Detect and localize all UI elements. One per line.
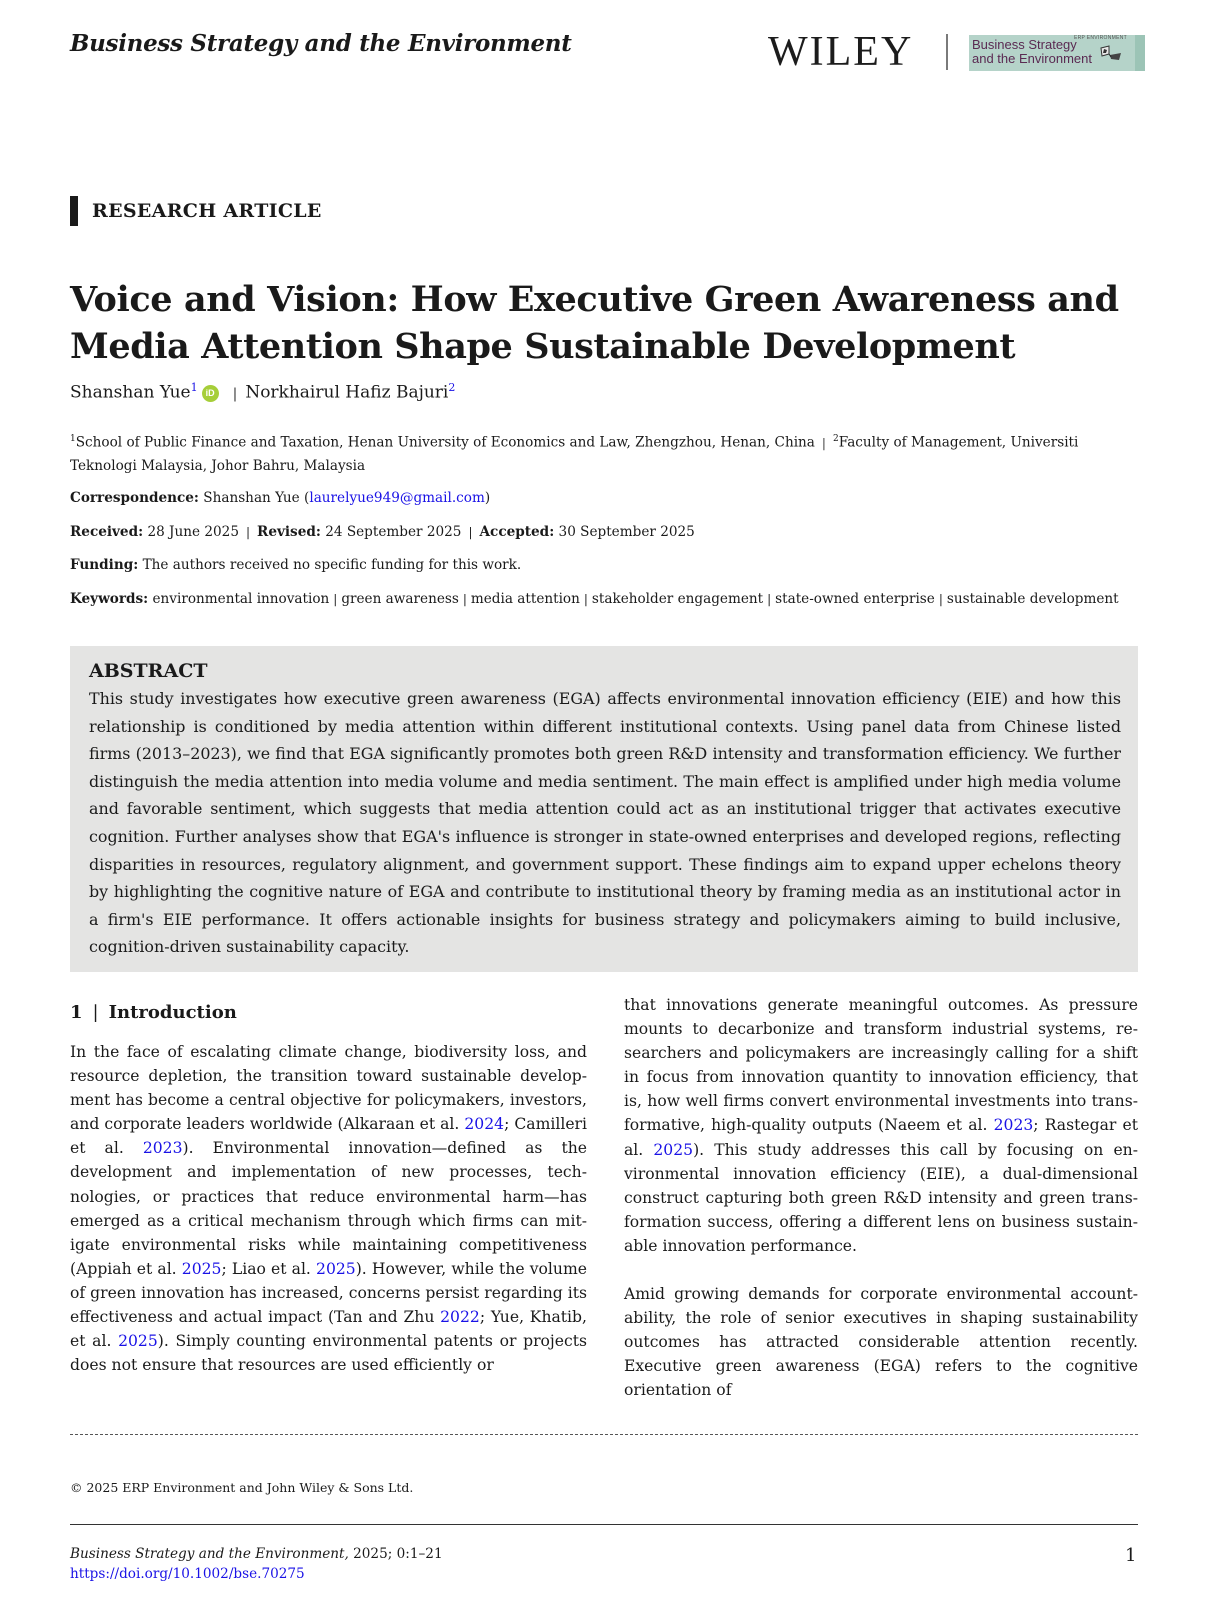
accepted-label: Accepted:: [479, 524, 555, 540]
copyright-notice: © 2025 ERP Environment and John Wiley & Sons Ltd.: [70, 1480, 414, 1495]
footer-doi: [70, 1566, 305, 1582]
body-text: ; Yue, Khatib, et al.: [70, 1308, 587, 1351]
header-divider: [946, 34, 948, 70]
citation-link[interactable]: 2025: [316, 1259, 356, 1278]
revised-date: 24 September 2025: [325, 524, 462, 540]
keyword: sustainable development: [946, 591, 1119, 607]
journal-logo-line2: and the Environment: [972, 51, 1092, 66]
body-text: ). Environmental innovation—defined as the development and implementation of new processes, technologies, or practices that reduce environmental harm—has emerged as a critical mechanism through which firms can mitigate environmental risks while maintaining competitiveness (Appiah et al.: [70, 1139, 587, 1278]
correspondence-name: Shanshan Yue: [203, 490, 300, 506]
funding: [70, 557, 521, 573]
footer-citation: [70, 1546, 443, 1562]
affiliation-text: School of Public Finance and Taxation, Henan University of Economics and Law, Zhengzhou, Henan, China: [75, 434, 815, 451]
citation-link[interactable]: 2022: [440, 1308, 480, 1327]
abstract-text: This study investigates how executive green awareness (EGA) affects environmental innovation efficiency (EIE) and how this relationship is conditioned by media attention within different institutional contexts. Using panel data from Chinese listed firms (2013–2023), we find that EGA significantly promotes both green R&D intensity and transformation efficiency. We further distinguish the media attention into media volume and media sentiment. The main effect is amplified under high media volume and favorable sentiment, which suggests that media attention could act as an institutional trigger that activates executive cognition. Further analyses show that EGA's influence is stronger in state-owned enterprises and developed regions, reflecting disparities in resources, regulatory alignment, and government support. These findings aim to expand upper echelons theory by highlighting the cognitive nature of EGA and contribute to institutional theory by framing media as an institutional actor in a firm's EIE performance. It offers actionable insights for business strategy and policymakers aiming to build inclusive, cognition-driven sustainability capacity.: [89, 689, 1121, 957]
date-separator: |: [468, 525, 473, 539]
footer-journal-name: Business Strategy and the Environment,: [70, 1546, 349, 1562]
body-text: ). This study addresses this call by focusing on environmental innovation efficiency (EIE), a dual-dimensional construct capturing both green R&D intensity and green transformation success, offering a different lens on business sustainable innovation performance.: [624, 1140, 1138, 1255]
journal-logo[interactable]: [969, 35, 1145, 71]
article-title-line2: Media Attention Shape Sustainable Development: [70, 326, 1016, 367]
footnote-divider: [70, 1434, 1138, 1435]
journal-logo-text: [972, 38, 1092, 66]
correspondence-label: Correspondence:: [70, 490, 199, 506]
author-name[interactable]: Norkhairul Hafiz Bajuri: [245, 382, 449, 403]
affiliation-ref[interactable]: 1: [190, 381, 198, 394]
citation-link[interactable]: 2023: [142, 1139, 183, 1158]
body-text: Amid growing demands for corporate environmental accountability, the role of senior executives in shaping sustainability outcomes has attracted considerable attention recently. Executive green awareness (EGA) refers to the cognitive orientation of: [624, 1285, 1138, 1400]
citation-link[interactable]: 2024: [464, 1115, 505, 1134]
wiley-logo-text: WILEY: [768, 29, 914, 75]
body-text: ; Liao et al.: [221, 1259, 317, 1278]
citation-link[interactable]: 2025: [653, 1140, 694, 1159]
article-dates: [70, 524, 695, 540]
body-paragraph: [624, 1282, 1138, 1402]
butterfly-emblem-icon: [1097, 44, 1123, 64]
citation-link[interactable]: 2025: [118, 1332, 158, 1351]
keyword: state-owned enterprise: [775, 591, 935, 607]
body-column-left: [70, 1040, 587, 1377]
affiliation-number: 1: [70, 434, 76, 444]
keyword-separator: |: [938, 592, 943, 606]
received-date: 28 June 2025: [147, 524, 239, 540]
body-paragraph: [624, 993, 1138, 1258]
correspondence: Correspondence: Shanshan Yue (laurelyue949@gmail.com): [70, 490, 491, 506]
affiliation-text: Faculty of Management, Universiti Teknologi Malaysia, Johor Bahru, Malaysia: [70, 434, 1079, 474]
keyword: media attention: [470, 591, 580, 607]
correspondence-email-link[interactable]: laurelyue949@gmail.com: [309, 490, 485, 506]
keywords-label: Keywords:: [70, 591, 149, 607]
journal-logo-strip: [1135, 35, 1145, 71]
article-title-line1: Voice and Vision: How Executive Green Awareness and: [70, 279, 1119, 320]
doi-link[interactable]: https://doi.org/10.1002/bse.70275: [70, 1566, 305, 1582]
section-separator: |: [92, 1002, 99, 1023]
body-text: ; Rastegar et al.: [624, 1116, 1138, 1159]
author-separator: |: [232, 385, 238, 402]
page-number: 1: [1125, 1545, 1137, 1566]
affiliations: [70, 428, 1130, 478]
keyword-separator: |: [462, 592, 467, 606]
body-text: ). Simply counting environmental patents or projects does not ensure that resources are used efficiently or: [70, 1332, 587, 1375]
keyword-separator: |: [333, 592, 338, 606]
keyword-separator: |: [767, 592, 772, 606]
keyword: stakeholder engagement: [591, 591, 764, 607]
footer-volume-pages: 2025; 0:1–21: [348, 1546, 443, 1562]
citation-link[interactable]: 2023: [993, 1116, 1034, 1135]
section-title: Introduction: [108, 1002, 237, 1023]
article-type: RESEARCH ARTICLE: [92, 200, 322, 222]
section-number: 1: [70, 1002, 83, 1023]
author-list: [70, 381, 455, 403]
orcid-icon[interactable]: iD: [202, 385, 219, 402]
article-type-marker: [70, 196, 78, 226]
body-column-right: [624, 993, 1138, 1403]
body-text: that innovations generate meaningful outcomes. As pressure mounts to decarbonize and transform industrial systems, researchers and policymakers are increasingly calling for a shift in focus from innovation quantity to innovation efficiency, that is, how well firms convert environmental investments into transformative, high-quality outputs (Naeem et al.: [624, 996, 1138, 1135]
funding-label: Funding:: [70, 557, 139, 573]
article-title: [70, 276, 1150, 370]
accepted-date: 30 September 2025: [558, 524, 695, 540]
erp-environment-tag: ERP ENVIRONMENT: [1073, 35, 1127, 41]
keyword: environmental innovation: [152, 591, 330, 607]
keyword: green awareness: [341, 591, 459, 607]
footer-rule: [70, 1524, 1138, 1525]
running-journal-title: Business Strategy and the Environment: [70, 30, 572, 57]
body-text: In the face of escalating climate change, biodiversity loss, and resource depletion, the transition toward sustainable development has become a central objective for policymakers, investors, and corporate leaders worldwide (Alkaraan et al.: [70, 1043, 587, 1134]
journal-logo-line1: Business Strategy: [972, 37, 1077, 52]
body-paragraph: [70, 1040, 587, 1377]
affiliation-separator: |: [821, 435, 826, 450]
date-separator: |: [245, 525, 251, 539]
abstract-heading: ABSTRACT: [89, 660, 208, 682]
body-text: ). However, while the volume of green innovation has increased, concerns persist regarding its effectiveness and actual impact (Tan and Zhu: [70, 1259, 587, 1327]
affiliation-number: 2: [832, 434, 839, 444]
keyword-separator: |: [583, 592, 588, 606]
citation-link[interactable]: 2025: [181, 1259, 222, 1278]
revised-label: Revised:: [257, 524, 321, 540]
keywords: [70, 591, 1119, 607]
wiley-logo[interactable]: [768, 31, 913, 73]
body-text: ; Camilleri et al.: [70, 1115, 587, 1158]
author-name[interactable]: Shanshan Yue: [70, 382, 191, 403]
section-heading: [70, 1002, 237, 1023]
affiliation-ref[interactable]: 2: [448, 381, 456, 394]
funding-text: The authors received no specific funding for this work.: [142, 557, 522, 573]
received-label: Received:: [70, 524, 144, 540]
